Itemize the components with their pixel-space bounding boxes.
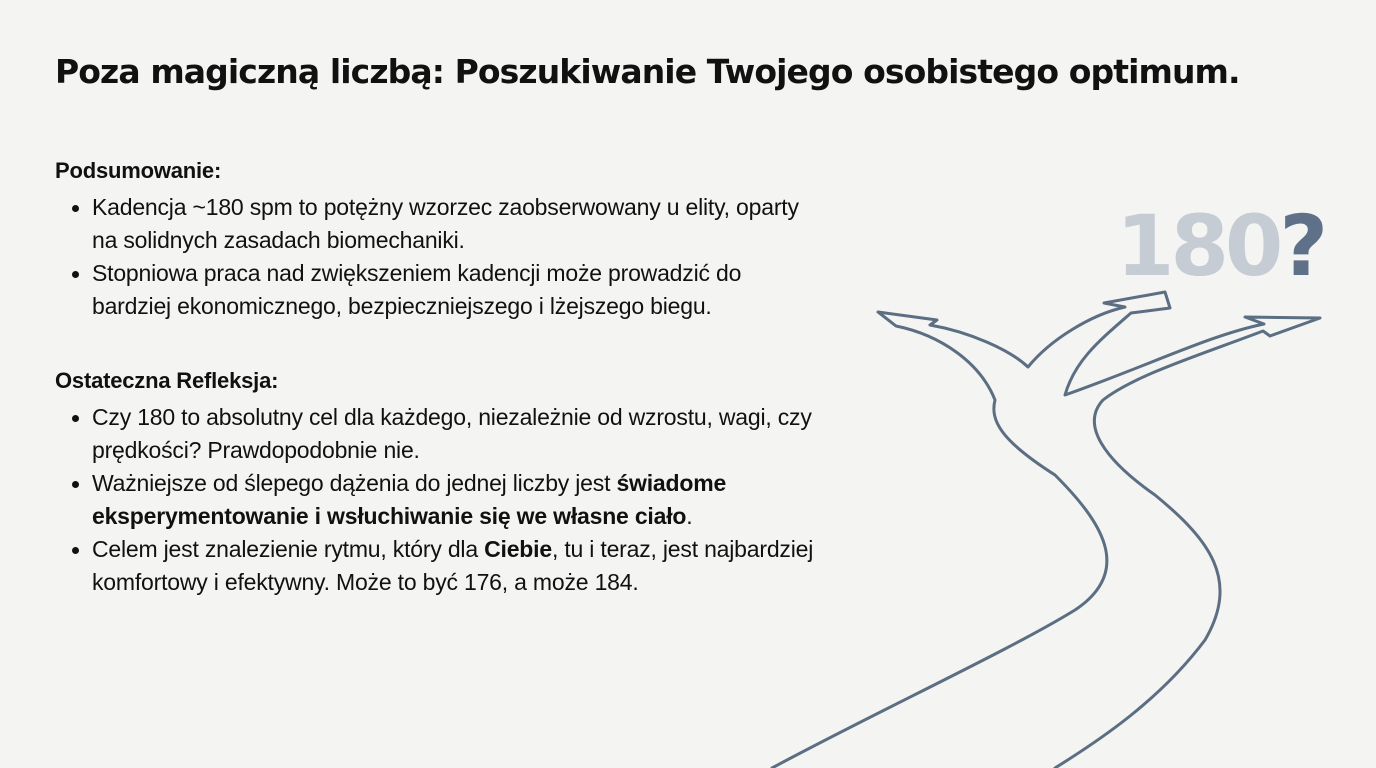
cadence-question-badge bbox=[1116, 196, 1324, 296]
reflection-heading: Ostateczna Refleksja: bbox=[55, 368, 279, 393]
reflection-text: Celem jest znalezienie rytmu, który dla bbox=[92, 536, 485, 562]
summary-item: Stopniowa praca nad zwiększeniem kadencji może prowadzić do bardziej ekonomicznego, bezpieczniejszego i lżejszego biegu. bbox=[55, 257, 815, 323]
reflection-text: . bbox=[686, 503, 693, 529]
summary-item: Kadencja ~180 spm to potężny wzorzec zaobserwowany u elity, oparty na solidnych zasadach biomechaniki. bbox=[55, 191, 815, 257]
question-mark-icon: ? bbox=[1279, 197, 1325, 295]
reflection-text: Ważniejsze od ślepego dążenia do jednej liczby jest bbox=[92, 470, 617, 496]
slide-title: Poza magiczną liczbą: Poszukiwanie Twojego osobistego optimum. bbox=[55, 52, 1240, 91]
road-outline-icon bbox=[772, 292, 1320, 768]
reflection-emphasis: świadome eksperymentowanie i wsłuchiwanie się we własne ciało bbox=[92, 470, 727, 529]
badge-number: 180 bbox=[1116, 197, 1280, 295]
summary-heading: Podsumowanie: bbox=[55, 158, 222, 183]
reflection-item: Czy 180 to absolutny cel dla każdego, niezależnie od wzrostu, wagi, czy prędkości? Prawdopodobnie nie. bbox=[55, 401, 815, 467]
reflection-text: , tu i teraz, jest najbardziej komfortowy i efektywny. Może to być 176, a może 184. bbox=[92, 536, 814, 595]
reflection-emphasis: Ciebie bbox=[484, 536, 552, 562]
